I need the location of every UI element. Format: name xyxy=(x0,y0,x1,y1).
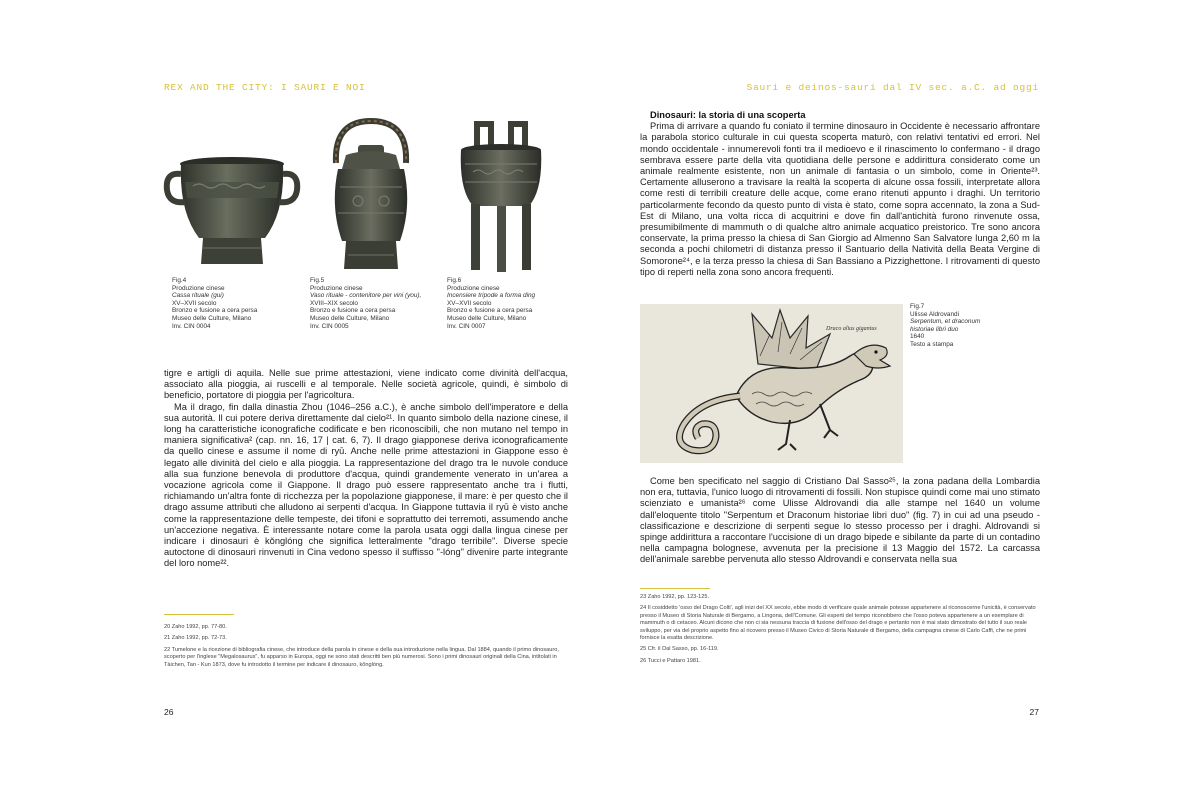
right-footnote-rule xyxy=(640,588,710,589)
dragon-inscription: Draco alius gigantus xyxy=(826,326,877,332)
footnote: 25 Cfr. il Dal Sasso, pp. 16-119. xyxy=(640,646,719,653)
left-page xyxy=(0,0,600,801)
section-heading: Dinosauri: la storia di una scoperta xyxy=(650,110,806,120)
right-paragraph: Come ben specificato nel saggio di Cristiano Dal Sasso²⁵, la zona padana della Lombardia non era, tuttavia, l'unico luogo di ritrovamenti di fossili. Non stupisce quindi come mai uno stimato scienziato e umanista²⁶ come Ulisse Aldrovandi dia alle stampe nel 1640 un volume dall'eloquente titolo "Serpentum et Draconum historiae libri duo" (fig. 7) in cui ad una pseudo - classificazione e descrizione di serpenti segue lo stesso processo per i draghi. Aldrovandi si spinge addirittura a raccontare l'uccisione di un drago bipede e sibilante da parte di un contadino nella campagna bolognese, avvenuta per la precisione il 13 Maggio del 1572. La carcassa dell'animale sarebbe pervenuta allo stesso Aldrovandi e conservata nella sua xyxy=(640,476,1040,565)
right-running-head: Sauri e deinos-sauri dal IV sec. a.C. ad oggi xyxy=(746,82,1039,93)
left-running-head: REX AND THE CITY: I SAURI E NOI xyxy=(164,82,366,93)
left-page-number: 26 xyxy=(164,707,174,717)
bronze-you-vessel-image xyxy=(322,117,420,274)
fig-5-caption: Fig.5 Produzione cinese Vaso rituale - contenitore per vini (you), XVIII–XIX secolo Bronzo e fusione a cera persa Museo delle Culture, Milano Inv. CIN 0005 xyxy=(310,277,422,330)
bronze-ding-tripod-image xyxy=(455,120,547,276)
footnote: 26 Tucci e Pattaro 1981. xyxy=(640,657,701,664)
footnote: 21 Zaho 1992, pp. 72-73. xyxy=(164,635,227,642)
fig-6-caption: Fig.6 Produzione cinese Incensiere tripode a forma ding XV–XVII secolo Bronzo e fusione a cera persa Museo delle Culture, Milano Inv. CIN 0007 xyxy=(447,277,536,330)
fig-7-caption: Fig.7 Ulisse Aldrovandi Serpentum, et draconum historiae libri duo 1640 Testo a stampa xyxy=(910,303,981,348)
left-footnotes xyxy=(164,624,568,673)
left-body-text xyxy=(164,368,568,570)
bronze-gui-vessel-image xyxy=(163,152,301,272)
left-paragraph: Ma il drago, fin dalla dinastia Zhou (1046–256 a.C.), è anche simbolo dell'imperatore e della sua autorità. Il cui potere deriva direttamente dal cielo²¹. In quanto simbolo della nazione cinese, il long ha caratteristiche iconografiche codificate e ben riconoscibili, che non mutano nel tempo in maniera significativa² (cap. nn. 16, 17 | cat. 6, 7). Il drago giapponese deriva iconograficamente da quello cinese e assume il nome di ryū. Anche nelle prime attestazioni in Giappone esso è legato alle divinità del cielo e alla pioggia. La rappresentazione del drago tra le nuvole conduce alla sua funzione benevola di produttore d'acqua, quindi grandemente venerato in un'area a vocazione agricola come il Giappone. Il drago può essere rappresentato anche tra i flutti, richiamando un'altra fonte di ricchezza per la popolazione giapponese, il mare: è per questo che il drago assume attributi che alludono ai serpenti d'acqua. In Giappone tuttavia il ryū è visto anche come la rappresentazione delle tempeste, dei tifoni e soprattutto dei terremoti, assumendo anche un'accezione negativa. È interessante notare come la parola usata oggi dalla lingua cinese per indicare i dinosauri è kǒnglóng che significa letteralmente "drago terribile". Diverse specie autoctone di dinosauri rinvenuti in Cina vedono spesso il suffisso "-lóng" divenire parte integrante del loro nome²². xyxy=(164,401,568,569)
right-body-text-top xyxy=(640,110,1040,278)
right-body-text-bottom xyxy=(640,476,1040,566)
footnote: 20 Zaho 1992, pp. 77-80. xyxy=(164,624,227,630)
footnote: 24 Il cosiddetto 'osso del Drago Colti', agli inizi del XX secolo, ebbe modo di verificare quale animale potesse appartenere al riconoscerne l'unicità, è conservato presso il Museo di Storia Naturale di Bergamo, a Lingona, dell'Comune. Gli esperti del tempo riconobbero che l'osso poteva appartenere a un esemplare di mammuth o di cetaceo. Alcuni dicono che non ci sia nessuna traccia di fusione dell'osso del drago e pertanto non è mai stato dimostrato del tutto il suo reale sviluppo, per via del proprio aspetto fino al ricovero presso il Museo Civico di Storia Naturale di Bergamo, della campagna cinese di Carlo Caffi, che ne primi fornisce la esatta descrizione. xyxy=(640,605,1036,642)
left-paragraph: tigre e artigli di aquila. Nelle sue prime attestazioni, viene indicato come divinità dell'acqua, associato alla pioggia, ai ruscelli e al temporale. Nelle società agricole, quindi, è simbolo di beneficio, portatore di pioggia per l'agricoltura. xyxy=(164,368,568,401)
right-footnotes xyxy=(640,594,1040,669)
footnote: 22 Tumelone e la ricezione di bibliografia cinese, che introduce della parola in cinese e della sua introduzione nella lingua. Dal 1884, quando il primo dinosauro, scoperto per l'inglese "Megalosaurus", fu apparso in Europa, oggi ne sono stati descritti ben più numerosi. Sono i primi dinosauri originali della Cina, intitolati in Tàichen, Tan - Kun 1873, dove fu introdotto il termine per indicare il dinosauro, kǒnglóng. xyxy=(164,646,559,668)
right-paragraph: Prima di arrivare a quando fu coniato il termine dinosauro in Occidente è necessario affrontare la parabola storico culturale in cui questa scoperta maturò, con relativi tentativi ed errori. Nel mondo occidentale - innumerevoli fonti tra il medioevo e il rinascimento lo confermano - il drago sembrava essere parte della vita quotidiana delle persone e addirittura considerato come un animale realmente esistente, non un animale di fantasia o un simbolo, come in Oriente²³. Certamente alluserono a travisare la realtà la scoperta di alcune ossa fossili, interpretate allora come resti di terribili creature delle acque, come erano ritenuti appunto i draghi. Un territorio particolarmente fecondo da questo punto di vista è stato, come sopra accennato, la zona a Sud-Est di Milano, una volta ricca di acquitrini e dove fin dall'antichità furono rinvenute ossa, presumibilmente di mammuth o di qualche altro animale acquatico preistorico. Tre sono ancora conservate, la prima presso la chiesa di San Giorgio ad Almenno San Salvatore lunga 2,60 m la seconda a pochi chilometri di distanza presso il Santuario della Natività della Beata Vergine di Somorone²⁴, e la terza presso la chiesa di San Bassiano a Pizzighettone. I ritrovamenti di questo tipo di reperti nella zona sono ancora frequenti. xyxy=(640,121,1040,277)
left-footnote-rule xyxy=(164,614,234,615)
fig-4-caption: Fig.4 Produzione cinese Cassa rituale (gui) XV–XVII secolo Bronzo e fusione a cera persa Museo delle Culture, Milano Inv. CIN 0004 xyxy=(172,277,258,330)
right-page-number: 27 xyxy=(1029,707,1039,717)
footnote: 23 Zaho 1992, pp. 123-125. xyxy=(640,594,710,600)
dragon-woodcut-image xyxy=(640,304,903,463)
